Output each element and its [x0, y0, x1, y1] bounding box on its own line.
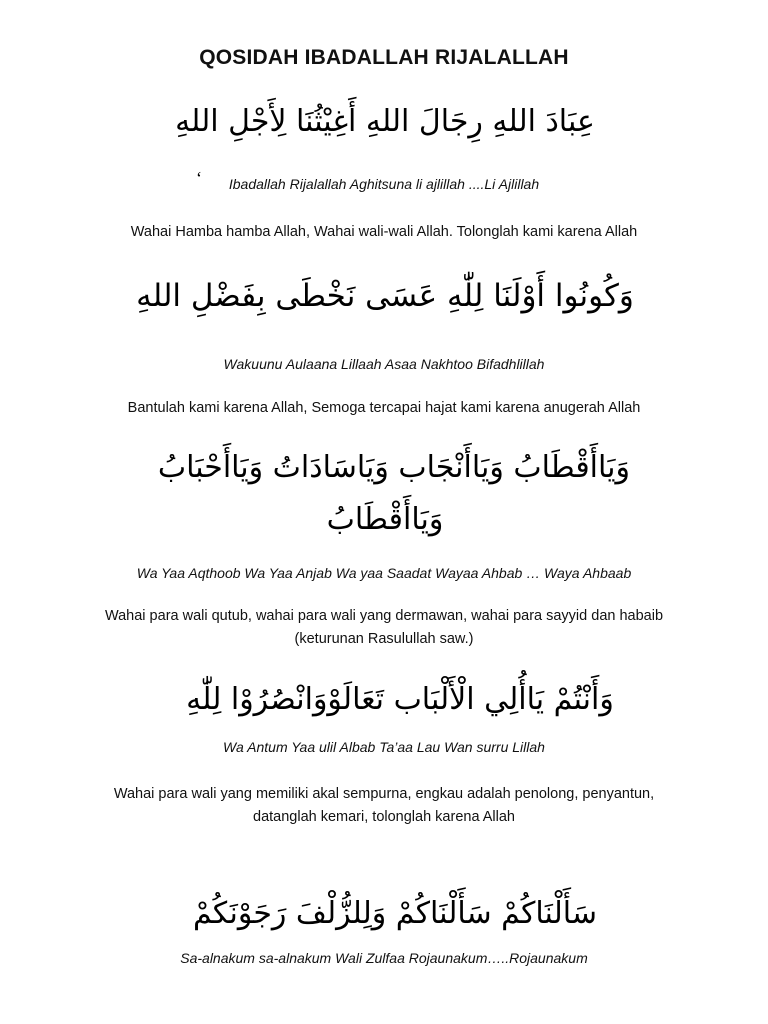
verse-2-meaning: Bantulah kami karena Allah, Semoga tercapai hajat kami karena anugerah Allah — [127, 400, 641, 416]
verse-1-transliteration: Ibadallah Rijalallah Aghitsuna li ajlillah ....Li Ajlillah — [228, 176, 540, 192]
verse-4-arabic: وَأَنْتُمْ يَاأُلِي الْأَلْبَاب تَعَالَوْوَانْصُرُوْا لِلّٰهِ — [186, 682, 614, 717]
verse-2-transliteration: Wakuunu Aulaana Lillaah Asaa Nakhtoo Bifadhlillah — [223, 356, 545, 372]
verse-3-arabic-line-2: وَيَاأَقْطَابُ — [326, 502, 444, 537]
verse-4-meaning: Wahai para wali yang memiliki akal sempurna, engkau adalah penolong, penyantun, datanglah kemari, tolonglah karena Allah — [113, 786, 655, 825]
verse-4-transliteration: Wa Antum Yaa ulil Albab Ta’aa Lau Wan surru Lillah — [223, 739, 545, 755]
page-title: QOSIDAH IBADALLAH RIJALALLAH — [199, 46, 569, 69]
verse-2-arabic: وَكُونُوا أَوْلَنَا لِلّٰهِ عَسَى نَخْطَى بِفَضْلِ اللهِ — [136, 278, 634, 314]
verse-1-meaning: Wahai Hamba hamba Allah, Wahai wali-wali Allah. Tolonglah kami karena Allah — [130, 224, 638, 240]
opening-quote-mark: ‘ — [196, 168, 202, 188]
verse-3-arabic-line-1: وَيَاأَقْطَابُ وَيَاأَنْجَاب وَيَاسَادَاتُ وَيَاأَحْبَابُ — [157, 450, 630, 485]
verse-5-transliteration: Sa-alnakum sa-alnakum Wali Zulfaa Rojaunakum…..Rojaunakum — [180, 950, 588, 966]
verse-1-arabic: عِبَادَ اللهِ رِجَالَ اللهِ أَغِيْثُنَا لِأَجْلِ اللهِ — [175, 104, 595, 139]
verse-3-transliteration: Wa Yaa Aqthoob Wa Yaa Anjab Wa yaa Saadat Wayaa Ahbab … Waya Ahbaab — [136, 565, 632, 581]
verse-3-meaning: Wahai para wali qutub, wahai para wali yang dermawan, wahai para sayyid dan habaib (keturunan Rasulullah saw.) — [104, 608, 664, 647]
verse-5-arabic: سَأَلْنَاكُمْ سَأَلْنَاكُمْ وَلِلزُّلْفَ رَجَوْنَكُمْ — [192, 896, 598, 931]
